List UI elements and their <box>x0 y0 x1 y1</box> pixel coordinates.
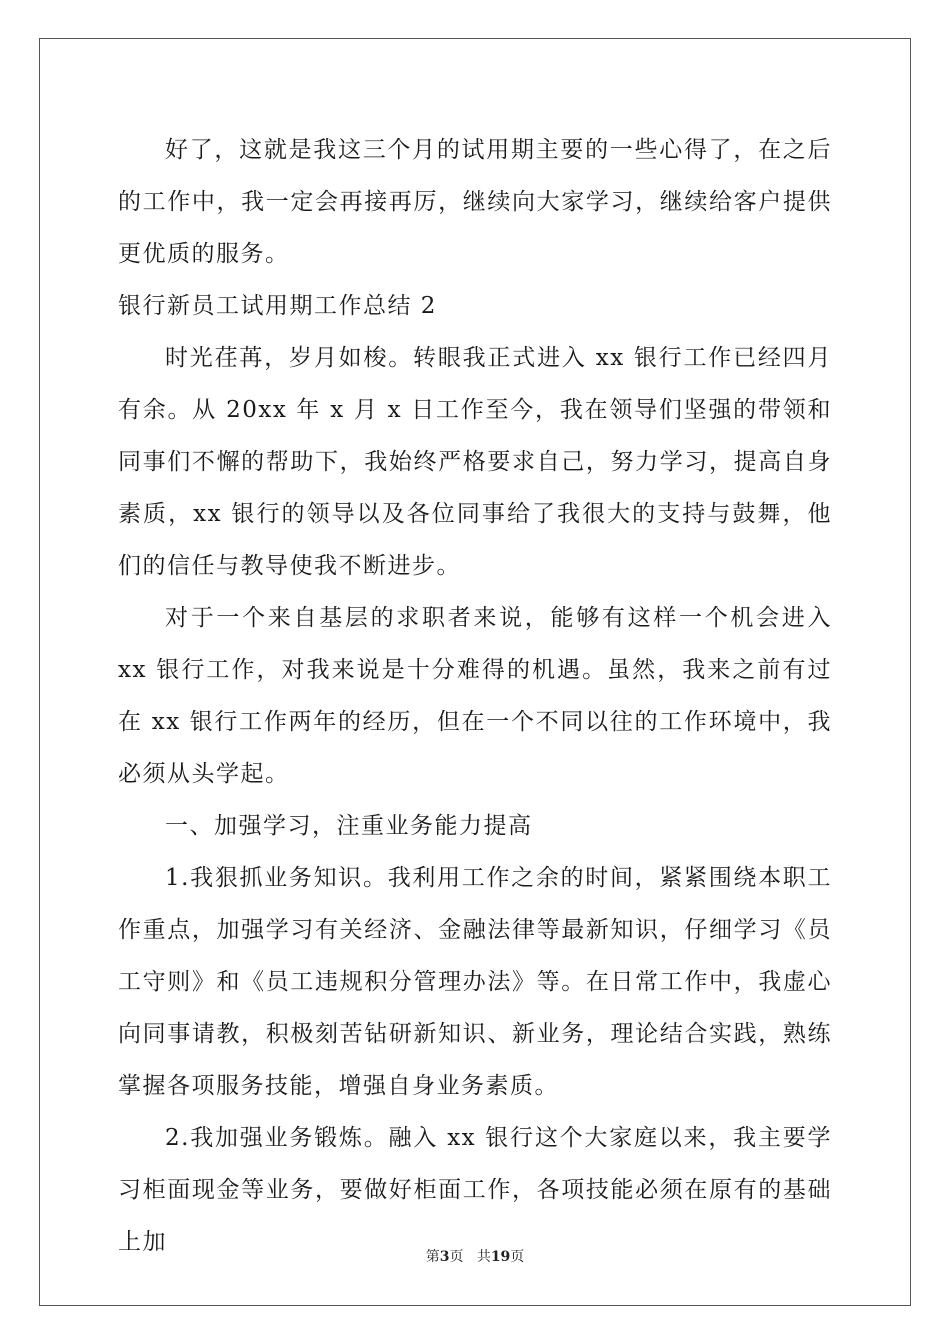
paragraph-closing: 好了，这就是我这三个月的试用期主要的一些心得了，在之后的工作中，我一定会再接再厉，继续向大家学习，继续给客户提供更优质的服务。 <box>118 137 832 267</box>
page-suffix: 页 <box>449 1249 464 1265</box>
page-footer <box>0 1246 950 1266</box>
page-number: 3 <box>439 1249 450 1265</box>
total-prefix: 共 <box>476 1249 491 1265</box>
page-prefix: 第 <box>425 1249 440 1265</box>
total-suffix: 页 <box>510 1249 525 1265</box>
paragraph-intro: 时光荏苒，岁月如梭。转眼我正式进入 xx 银行工作已经四月有余。从 20xx 年 x 月 x 日工作至今，我在领导们坚强的带领和同事们不懈的帮助下，我始终严格要求自己，努力学习，提高自身素质，xx 银行的领导以及各位同事给了我很大的支持与鼓舞，他们的信任与教导使我不断进步。 <box>118 345 832 579</box>
paragraph-item-1: 1.我狠抓业务知识。我利用工作之余的时间，紧紧围绕本职工作重点，加强学习有关经济、金融法律等最新知识，仔细学习《员工守则》和《员工违规积分管理办法》等。在日常工作中，我虚心向同事请教，积极刻苦钻研新知识、新业务，理论结合实践，熟练掌握各项服务技能，增强自身业务素质。 <box>118 865 832 1099</box>
total-pages: 19 <box>490 1249 511 1265</box>
paragraph-opportunity: 对于一个来自基层的求职者来说，能够有这样一个机会进入 xx 银行工作，对我来说是十分难得的机遇。虽然，我来之前有过在 xx 银行工作两年的经历，但在一个不同以往的工作环境中，我必须从头学起。 <box>118 605 832 787</box>
document-body <box>118 124 832 1268</box>
paragraph-item-2: 2.我加强业务锻炼。融入 xx 银行这个大家庭以来，我主要学习柜面现金等业务，要做好柜面工作，各项技能必须在原有的基础上加 <box>118 1125 832 1255</box>
subheading-study: 一、加强学习，注重业务能力提高 <box>165 813 533 839</box>
section-title: 银行新员工试用期工作总结 2 <box>118 293 437 319</box>
